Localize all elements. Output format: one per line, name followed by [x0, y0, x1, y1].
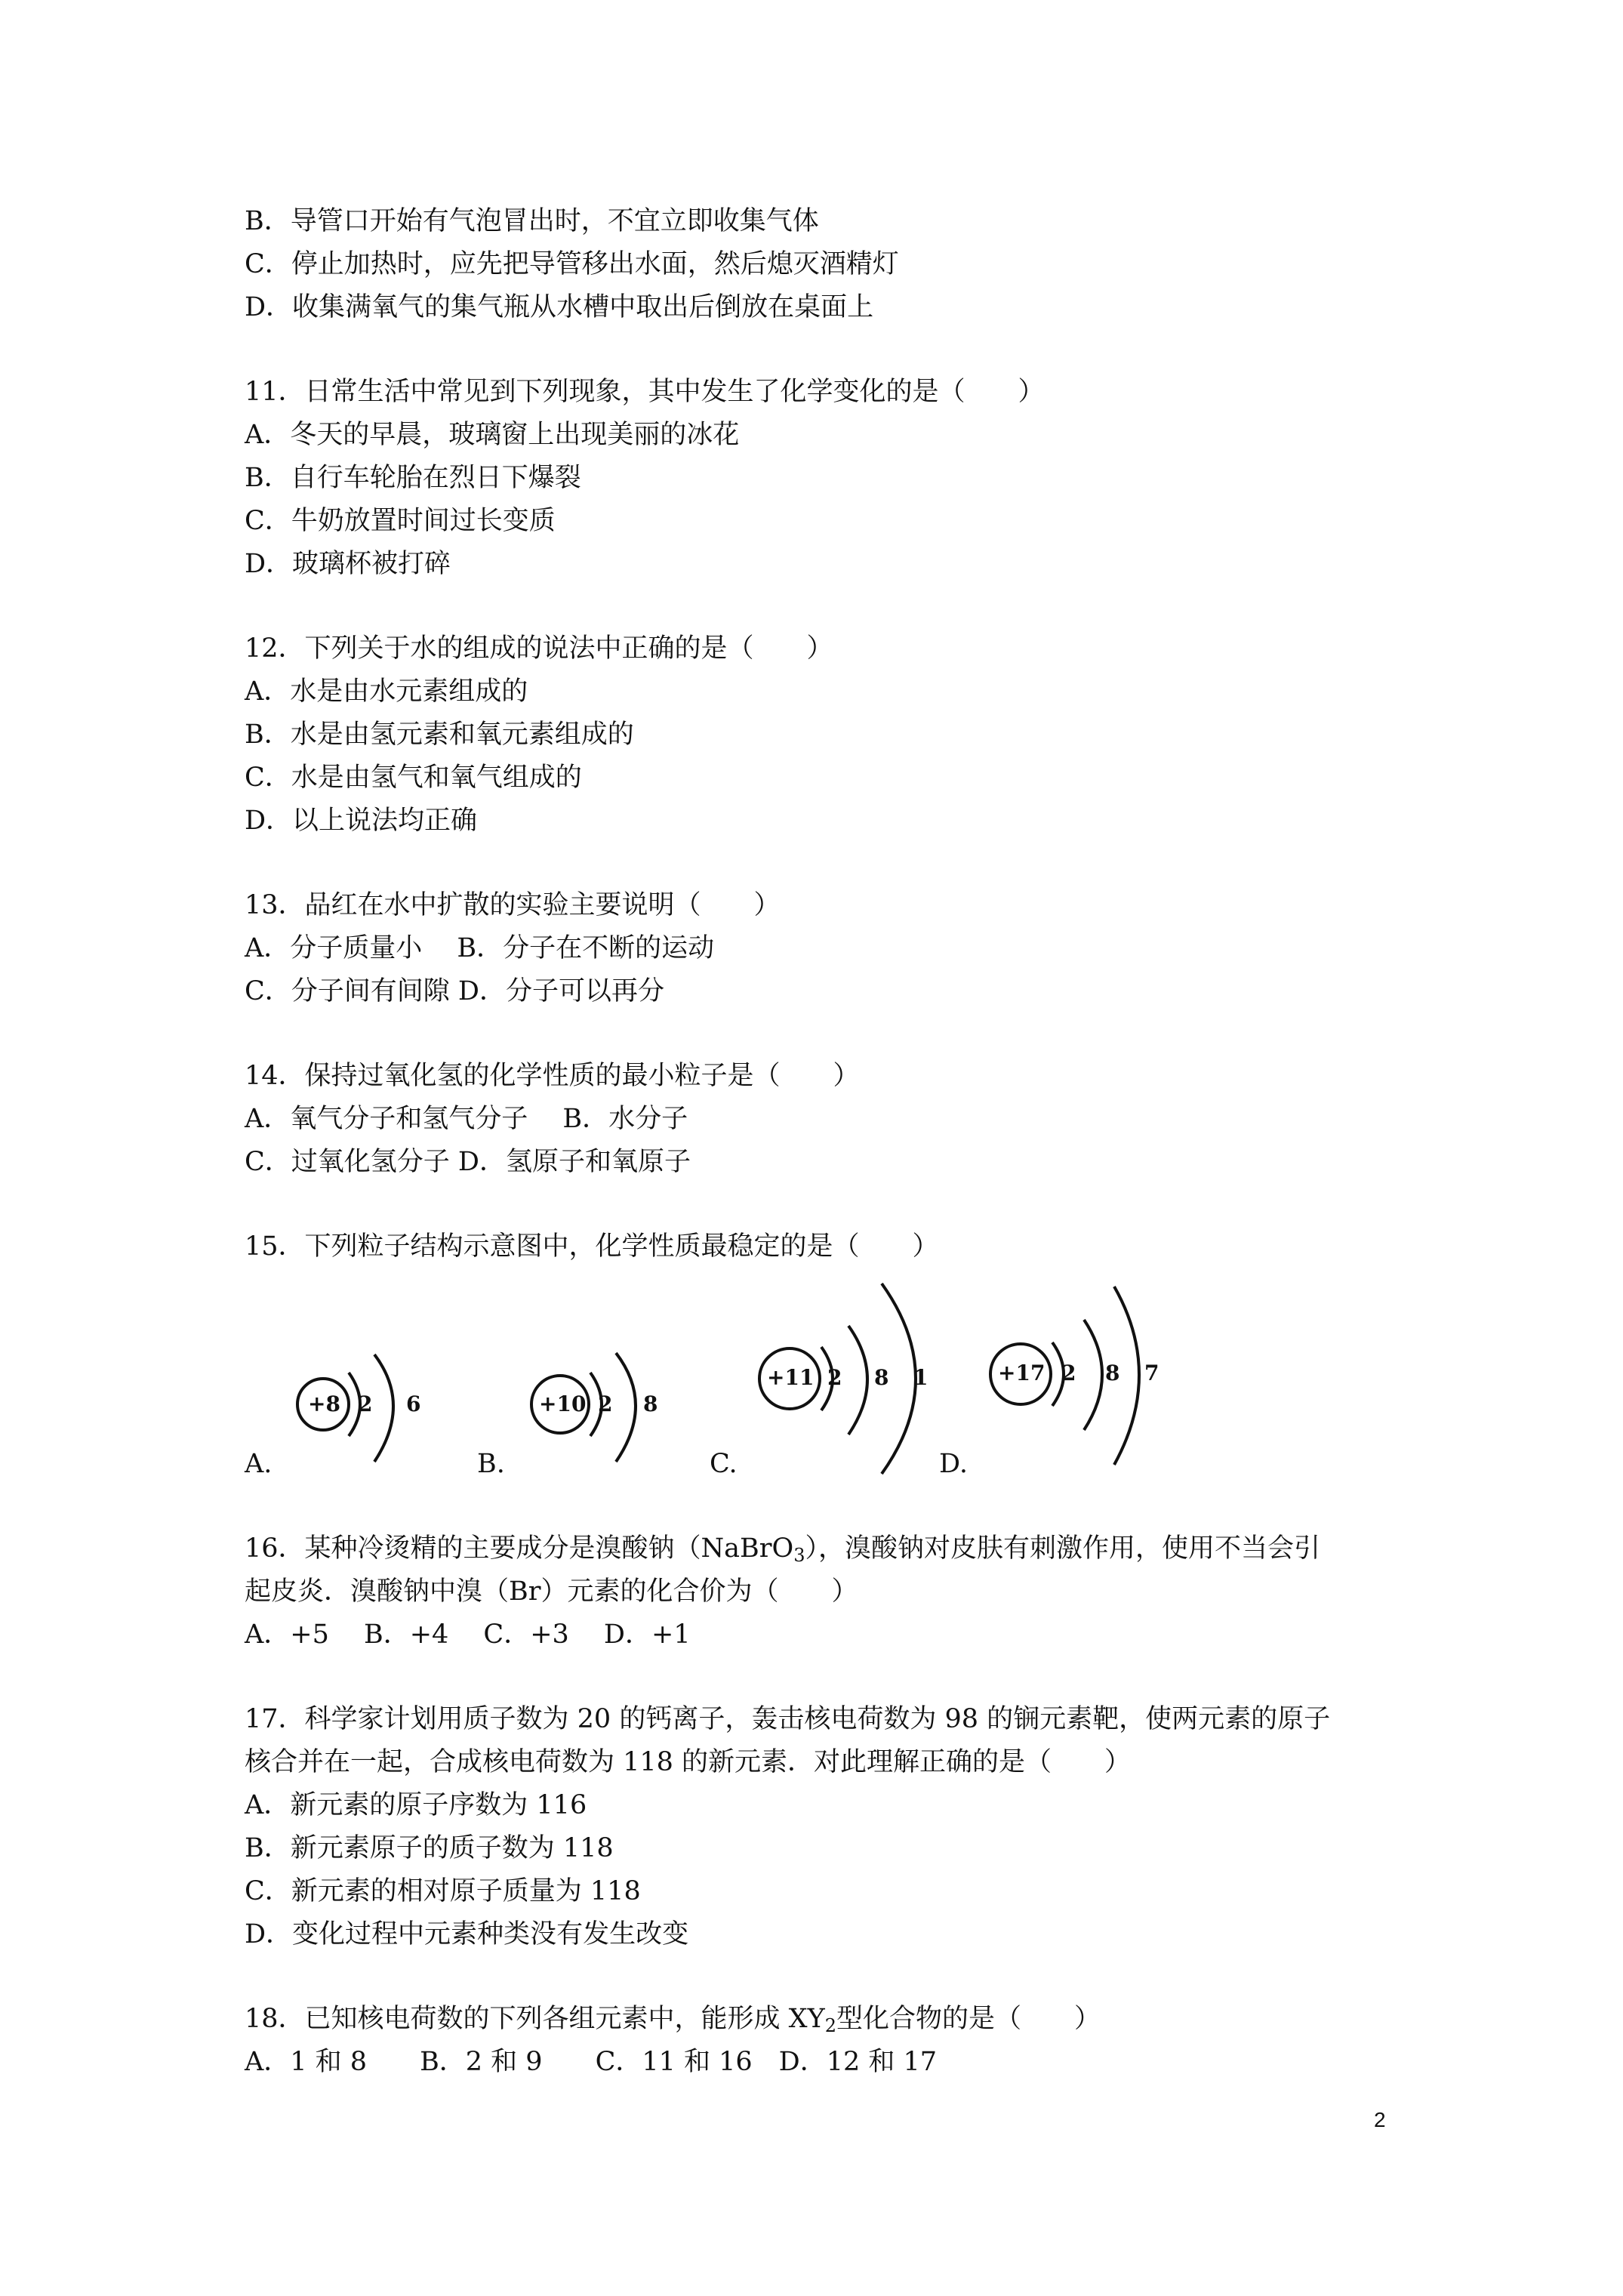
page-number: 2 [1374, 2108, 1386, 2131]
q12-option-d: D．以上说法均正确 [245, 806, 478, 836]
q14-stem: 14．保持过氧化氢的化学性质的最小粒子是（ ） [245, 1061, 860, 1091]
q14-options-ab: A．氧气分子和氢气分子 B．水分子 [245, 1104, 688, 1134]
q18-stem-text: 18．已知核电荷数的下列各组元素中，能形成 XY [245, 2004, 825, 2034]
q15-atom-diagram-c [752, 1276, 948, 1480]
q15-atom-diagram-b [522, 1329, 688, 1480]
q15-option-a-letter: A. [245, 1449, 273, 1479]
q17-option-d: D．变化过程中元素种类没有发生改变 [245, 1919, 689, 1949]
shell-electrons: 8 [643, 1391, 658, 1416]
q16-line-1 [245, 1533, 1320, 1566]
q17-line-2: 核合并在一起，合成核电荷数为 118 的新元素．对此理解正确的是（ ） [245, 1747, 1132, 1777]
shell-electrons: 2 [1061, 1361, 1076, 1385]
q15-option-b-letter: B. [477, 1449, 505, 1479]
q18-stem-text-end: 型化合物的是（ ） [836, 2004, 1101, 2034]
q16-line-1-text: 16．某种冷烫精的主要成分是溴酸钠（NaBrO [245, 1533, 794, 1564]
nucleus-charge: +10 [539, 1391, 587, 1416]
q16-subscript: 3 [793, 1545, 805, 1566]
shell-electrons: 8 [1105, 1361, 1120, 1385]
q10-option-b: B．导管口开始有气泡冒出时，不宜立即收集气体 [245, 206, 819, 236]
q17-line-1: 17．科学家计划用质子数为 20 的钙离子，轰击核电荷数为 98 的锎元素靶，使两元素的原子 [245, 1704, 1331, 1734]
q15-stem: 15．下列粒子结构示意图中，化学性质最稳定的是（ ） [245, 1231, 939, 1262]
q18-options: A．1 和 8 B．2 和 9 C．11 和 16 D．12 和 17 [245, 2047, 938, 2077]
nucleus-charge: +8 [308, 1391, 340, 1416]
q12-stem: 12．下列关于水的组成的说法中正确的是（ ） [245, 633, 833, 664]
q15-option-c-letter: C. [710, 1449, 738, 1479]
shell-electrons: 8 [874, 1365, 889, 1390]
shell-electrons: 1 [913, 1365, 929, 1390]
q17-option-a: A．新元素的原子序数为 116 [245, 1790, 587, 1820]
q15-atom-diagram-a [293, 1329, 444, 1480]
q11-option-b: B．自行车轮胎在烈日下爆裂 [245, 463, 581, 493]
q15-option-d-letter: D. [939, 1449, 968, 1479]
q10-option-d: D．收集满氧气的集气瓶从水槽中取出后倒放在桌面上 [245, 292, 874, 322]
q15-atom-diagram-d [983, 1276, 1179, 1480]
q13-options-cd: C．分子间有间隙 D．分子可以再分 [245, 976, 664, 1006]
q11-option-c: C．牛奶放置时间过长变质 [245, 506, 556, 536]
q11-option-d: D．玻璃杯被打碎 [245, 549, 451, 579]
nucleus-charge: +11 [767, 1365, 815, 1390]
q11-stem: 11．日常生活中常见到下列现象，其中发生了化学变化的是（ ） [245, 377, 1045, 407]
shell-electrons: 2 [358, 1391, 373, 1416]
q14-options-cd: C．过氧化氢分子 D．氢原子和氧原子 [245, 1147, 691, 1177]
nucleus-charge: +17 [998, 1361, 1046, 1385]
q11-option-a: A．冬天的早晨，玻璃窗上出现美丽的冰花 [245, 420, 740, 450]
q13-stem: 13．品红在水中扩散的实验主要说明（ ） [245, 890, 781, 920]
q16-options: A．+5 B．+4 C．+3 D．+1 [245, 1620, 691, 1650]
q18-subscript: 2 [824, 2015, 836, 2036]
q17-option-c: C．新元素的相对原子质量为 118 [245, 1876, 641, 1906]
q16-line-1-text-end: ），溴酸钠对皮肤有刺激作用，使用不当会引 [805, 1533, 1320, 1564]
shell-electrons: 2 [598, 1391, 613, 1416]
shell-electrons: 2 [827, 1365, 842, 1390]
q10-option-c: C．停止加热时，应先把导管移出水面，然后熄灭酒精灯 [245, 249, 899, 279]
q16-line-2: 起皮炎．溴酸钠中溴（Br）元素的化合价为（ ） [245, 1576, 858, 1607]
q12-option-a: A．水是由水元素组成的 [245, 676, 528, 707]
shell-electrons: 7 [1144, 1361, 1160, 1385]
q17-option-b: B．新元素原子的质子数为 118 [245, 1833, 614, 1863]
q18-stem [245, 2006, 1101, 2035]
q12-option-b: B．水是由氢元素和氧元素组成的 [245, 720, 634, 750]
q13-options-ab: A．分子质量小 B．分子在不断的运动 [245, 933, 715, 963]
shell-electrons: 6 [406, 1391, 421, 1416]
q12-option-c: C．水是由氢气和氧气组成的 [245, 763, 582, 793]
